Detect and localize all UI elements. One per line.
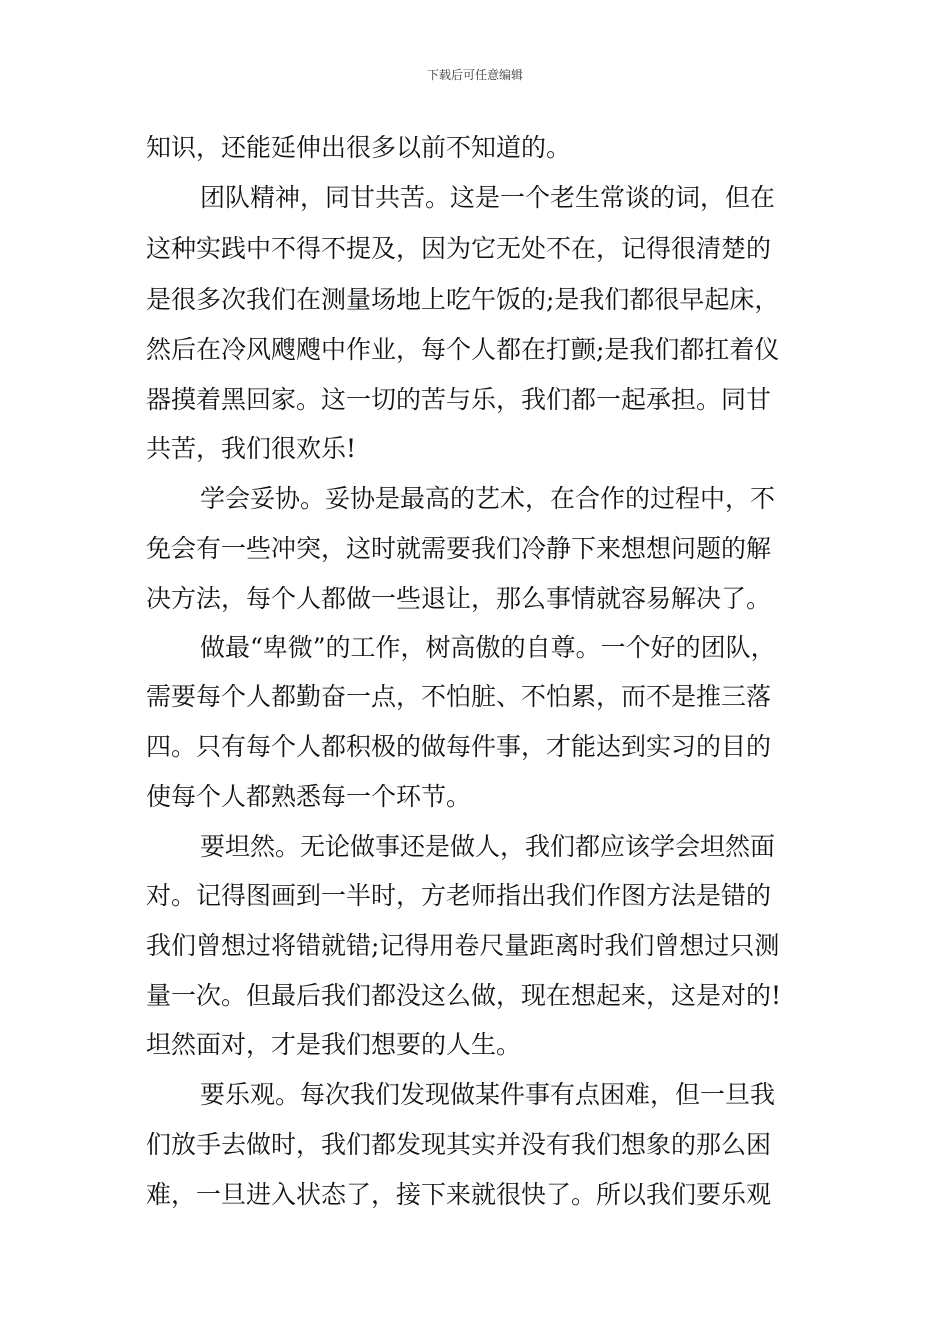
text-line: 学会妥协。妥协是最高的艺术，在合作的过程中，不	[200, 484, 776, 513]
page-header: 下载后可任意编辑	[426, 68, 523, 82]
text-line: 们放手去做时，我们都发现其实并没有我们想象的那么困	[146, 1130, 772, 1159]
text-line: 要乐观。每次我们发现做某件事有点困难，但一旦我	[200, 1080, 776, 1109]
text-line: 是很多次我们在测量场地上吃午饭的;是我们都很早起床，	[146, 285, 780, 314]
text-line: 做最“卑微”的工作，树高傲的自尊。一个好的团队，	[200, 633, 776, 662]
text-line: 团队精神，同甘共苦。这是一个老生常谈的词，但在	[200, 183, 776, 212]
text-line: 坦然面对，才是我们想要的人生。	[146, 1030, 522, 1059]
text-line: 难，一旦进入状态了，接下来就很快了。所以我们要乐观	[146, 1180, 772, 1209]
text-line: 需要每个人都勤奋一点，不怕脏、不怕累，而不是推三落	[146, 682, 772, 711]
text-line: 免会有一些冲突，这时就需要我们冷静下来想想问题的解	[146, 534, 772, 563]
text-line: 我们曾想过将错就错;记得用卷尺量距离时我们曾想过只测	[146, 931, 780, 960]
text-line: 共苦，我们很欢乐!	[146, 434, 357, 463]
text-line: 四。只有每个人都积极的做每件事，才能达到实习的目的	[146, 732, 772, 761]
text-line: 然后在冷风飕飕中作业，每个人都在打颤;是我们都扛着仪	[146, 335, 780, 364]
text-line: 使每个人都熟悉每一个环节。	[146, 782, 472, 811]
text-line: 对。记得图画到一半时，方老师指出我们作图方法是错的	[146, 881, 772, 910]
text-line: 要坦然。无论做事还是做人，我们都应该学会坦然面	[200, 832, 776, 861]
text-line: 决方法，每个人都做一些退让，那么事情就容易解决了。	[146, 584, 772, 613]
text-line: 知识，还能延伸出很多以前不知道的。	[146, 133, 572, 162]
text-line: 量一次。但最后我们都没这么做，现在想起来，这是对的!	[146, 981, 782, 1010]
text-line: 器摸着黑回家。这一切的苦与乐，我们都一起承担。同甘	[146, 385, 772, 414]
text-line: 这种实践中不得不提及，因为它无处不在，记得很清楚的	[146, 234, 772, 263]
